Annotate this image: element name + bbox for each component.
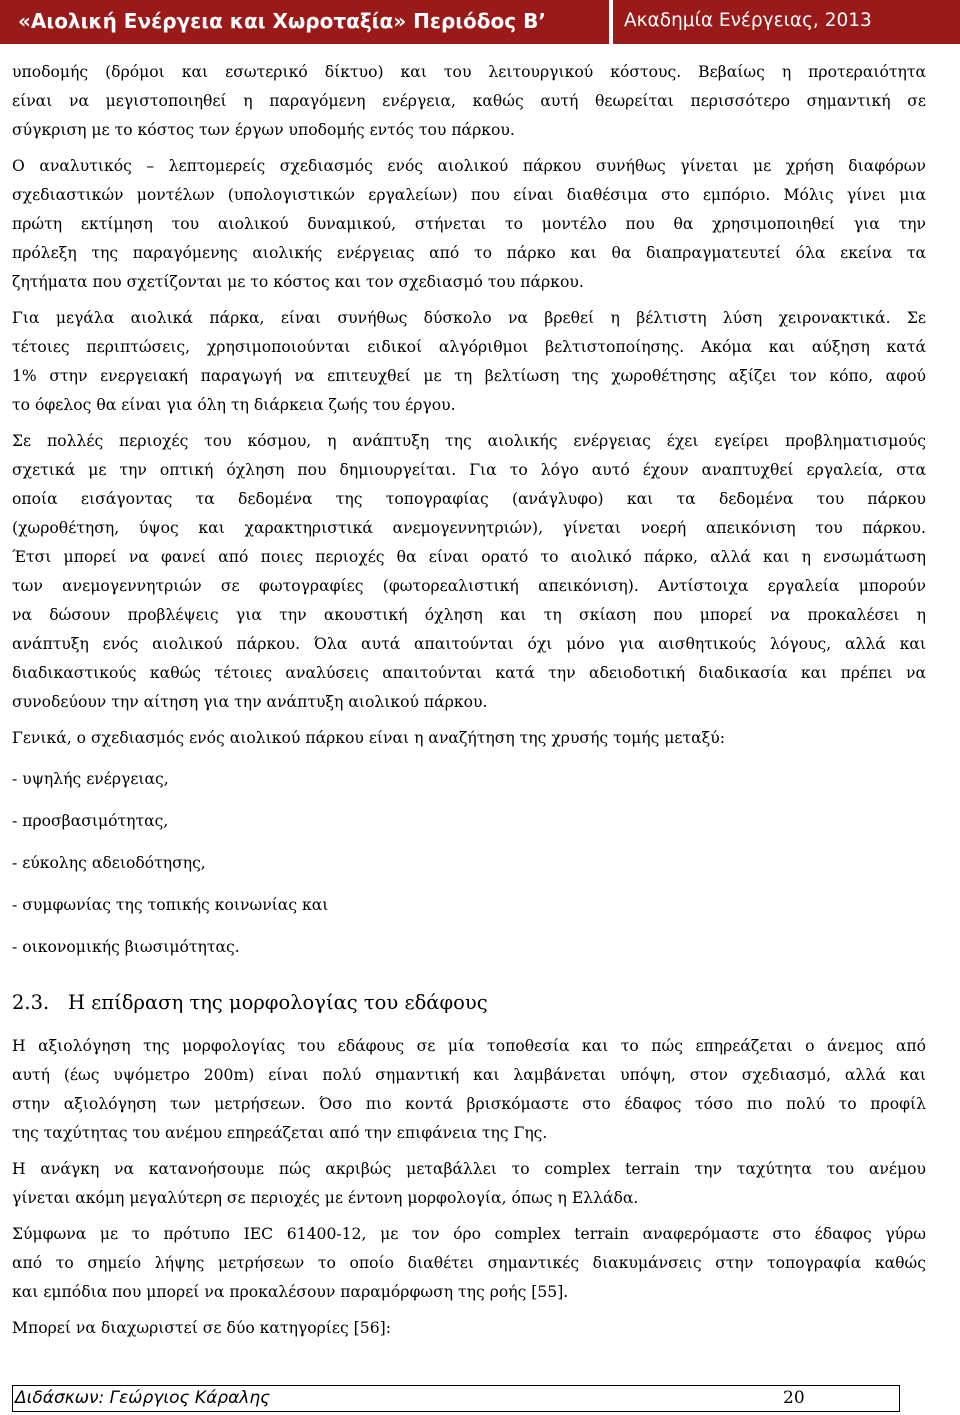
text-line: πρώτη εκτίμηση του αιολικού δυναμικού, στήνεται το μοντέλο που θα χρησιμοποιηθεί για την (12, 215, 926, 233)
text-line: Η αξιολόγηση της μορφολογίας του εδάφους σε μία τοποθεσία και το πώς επηρεάζεται ο άνεμος από (12, 1037, 926, 1055)
text-line: στην αξιολόγηση των μετρήσεων. Όσο πιο κοντά βρισκόμαστε στο έδαφος τόσο πιο πολύ το προφίλ (12, 1095, 926, 1113)
paragraph (12, 724, 926, 753)
text-line: τέτοιες περιπτώσεις, χρησιμοποιούνται ειδικοί αλγόριθμοι βελτιστοποίησης. Ακόμα και αύξηση κατά (12, 338, 926, 356)
text-line: 1% στην ενεργειακή παραγωγή να επιτευχθεί με τη βελτίωση της χωροθέτησης αξίζει τον κόπο, αφού (12, 367, 926, 385)
paragraph (12, 1155, 926, 1213)
text-line: είναι να μεγιστοποιηθεί η παραγόμενη ενέργεια, καθώς αυτή θεωρείται περισσότερο σημαντική σε (12, 92, 926, 110)
document-body (12, 58, 926, 1350)
text-line: να δώσουν προβλέψεις για την ακουστική όχληση και τη σκίαση που μπορεί να προκαλέσει η (12, 606, 926, 624)
paragraph (12, 1314, 926, 1343)
text-line: οποία εισάγοντας τα δεδομένα της τοπογραφίας (ανάγλυφο) και τα δεδομένα του πάρκου (12, 490, 926, 508)
text-line: από το σημείο λήψης μετρήσεων το οποίο διαθέτει σημαντικές διακυμάνσεις στην τοπογραφία καθώς (12, 1254, 926, 1272)
bullet-list (12, 765, 926, 962)
text-line: Μπορεί να διαχωριστεί σε δύο κατηγορίες [56]: (12, 1319, 391, 1337)
text-line: Ο αναλυτικός – λεπτομερείς σχεδιασμός ενός αιολικού πάρκου συνήθως γίνεται με χρήση διαφόρων (12, 157, 926, 175)
page-header (0, 0, 960, 44)
list-item: - εύκολης αδειοδότησης, (12, 854, 206, 872)
text-line: αυτή (έως υψόμετρο 200m) είναι πολύ σημαντική και λαμβάνεται υπόψη, στον σχεδιασμό, αλλά και (12, 1066, 926, 1084)
section-heading (12, 988, 926, 1018)
list-item: - προσβασιμότητας, (12, 812, 169, 830)
text-line: Η ανάγκη να κατανοήσουμε πώς ακριβώς μεταβάλλει το complex terrain την ταχύτητα του ανέμου (12, 1160, 926, 1178)
text-line: Γενικά, ο σχεδιασμός ενός αιολικού πάρκου είναι η αναζήτηση της χρυσής τομής μεταξύ: (12, 729, 725, 747)
text-line: σχεδιαστικών μοντέλων (υπολογιστικών εργαλείων) που είναι διαθέσιμα στο εμπόριο. Μόλις γίνει μια (12, 186, 926, 204)
text-line: υποδομής (δρόμοι και εσωτερικό δίκτυο) και του λειτουργικού κόστους. Βεβαίως η προτεραιότητα (12, 63, 926, 81)
paragraph (12, 152, 926, 297)
text-line: Σύμφωνα με το πρότυπο IEC 61400-12, με τον όρο complex terrain αναφερόμαστε στο έδαφος γύρω (12, 1225, 926, 1243)
header-title: «Αιολική Ενέργεια και Χωροταξία» Περιόδος Β’ (18, 9, 546, 33)
paragraph (12, 58, 926, 145)
header-separator (609, 0, 613, 44)
header-academy: Ακαδημία Ενέργειας, 2013 (624, 10, 872, 31)
text-line: γίνεται ακόμη μεγαλύτερη σε περιοχές με έντονη μορφολογία, όπως η Ελλάδα. (12, 1189, 639, 1207)
text-line: Για μεγάλα αιολικά πάρκα, είναι συνήθως δύσκολο να βρεθεί η βέλτιστη λύση χειρονακτικά. Σε (12, 309, 926, 327)
page-footer (12, 1385, 900, 1412)
section-title: Η επίδραση της μορφολογίας του εδάφους (68, 991, 488, 1014)
section-number: 2.3. (12, 991, 50, 1014)
text-line: και εμπόδια που μπορεί να προκαλέσουν παραμόρφωση της ροής [55]. (12, 1283, 569, 1301)
list-item: - υψηλής ενέργειας, (12, 770, 169, 788)
text-line: συνοδεύουν την αίτηση για την ανάπτυξη αιολικού πάρκου. (12, 693, 488, 711)
text-line: Σε πολλές περιοχές του κόσμου, η ανάπτυξη της αιολικής ενέργειας έχει εγείρει προβληματισμούς (12, 432, 926, 450)
text-line: το όφελος θα είναι για όλη τη διάρκεια ζωής του έργου. (12, 396, 456, 414)
text-line: (χωροθέτηση, ύψος και χαρακτηριστικά ανεμογεννητριών), γίνεται νοερή απεικόνιση του πάρκου. (12, 519, 926, 537)
text-line: διαδικαστικούς καθώς τέτοιες αναλύσεις απαιτούνται κατά την αδειοδοτική διαδικασία και πρέπει να (12, 664, 926, 682)
paragraph (12, 427, 926, 717)
paragraph (12, 1032, 926, 1148)
list-item: - οικονομικής βιωσιμότητας. (12, 938, 240, 956)
paragraph (12, 304, 926, 420)
text-line: των ανεμογεννητριών σε φωτογραφίες (φωτορεαλιστική απεικόνιση). Αντίστοιχα εργαλεία μπορούν (12, 577, 926, 595)
text-line: της ταχύτητας του ανέμου επηρεάζεται από την επιφάνεια της Γης. (12, 1124, 548, 1142)
page-number: 20 (783, 1388, 805, 1408)
paragraph (12, 1220, 926, 1307)
text-line: Έτσι μπορεί να φανεί από ποιες περιοχές θα είναι ορατό το αιολικό πάρκο, αλλά και η ενσωμάτωση (12, 548, 926, 566)
text-line: πρόλεξη της παραγόμενης αιολικής ενέργειας από το πάρκο και θα διαπραγματευτεί όλα εκείνα τα (12, 244, 926, 262)
text-line: σύγκριση με το κόστος των έργων υποδομής εντός του πάρκου. (12, 121, 515, 139)
text-line: ζητήματα που σχετίζονται με το κόστος και τον σχεδιασμό του πάρκου. (12, 273, 584, 291)
footer-author: Διδάσκων: Γεώργιος Κάραλης (15, 1388, 271, 1408)
text-line: ανάπτυξη ενός αιολικού πάρκου. Όλα αυτά απαιτούνται όχι μόνο για αισθητικούς λόγους, αλλά και (12, 635, 926, 653)
list-item: - συμφωνίας της τοπικής κοινωνίας και (12, 896, 329, 914)
text-line: σχετικά με την οπτική όχληση που δημιουργείται. Για το λόγο αυτό έχουν αναπτυχθεί εργαλεία, στα (12, 461, 926, 479)
